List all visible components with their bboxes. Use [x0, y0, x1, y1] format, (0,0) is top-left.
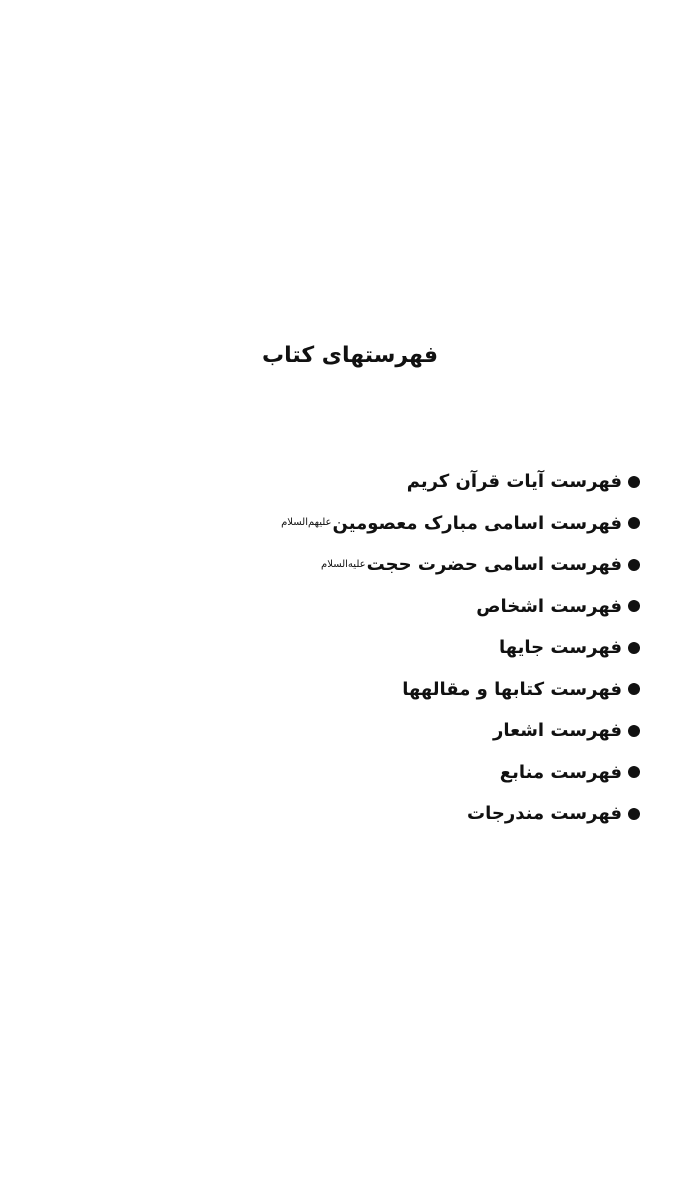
honorific-ligature: علیه‌السلام	[321, 558, 366, 570]
index-item-label: فهرست آیات قرآن کریم	[406, 471, 622, 492]
honorific-ligature: علیهم‌السلام	[281, 517, 332, 529]
bullet-icon	[628, 683, 640, 695]
page-title: فهرستهای کتاب	[262, 343, 438, 368]
bullet-icon	[628, 476, 640, 488]
index-item-label: فهرست جایها	[498, 637, 622, 658]
bullet-icon	[628, 725, 640, 737]
bullet-icon	[628, 600, 640, 612]
bullet-icon	[628, 517, 640, 529]
index-item-sources	[180, 752, 640, 794]
index-item-quran-verses	[180, 461, 640, 503]
index-item-label: فهرست منابع	[499, 761, 622, 783]
index-item-poems	[180, 710, 640, 752]
index-item-books-articles	[180, 669, 640, 711]
index-item-contents	[180, 793, 640, 835]
bullet-icon	[628, 766, 640, 778]
bullet-icon	[628, 559, 640, 571]
index-item-hujjat	[180, 544, 640, 586]
index-item-places	[180, 627, 640, 669]
index-item-label: فهرست اشعار	[492, 720, 622, 741]
index-item-persons	[180, 586, 640, 628]
index-item-label: فهرست کتابها و مقالهها	[402, 678, 622, 700]
index-item-label: فهرست اشخاص	[476, 595, 622, 617]
index-item-label: فهرست مندرجات	[467, 803, 622, 824]
index-item-label: فهرست اسامی مبارک معصومین	[332, 512, 622, 534]
index-list	[180, 461, 640, 835]
bullet-icon	[628, 808, 640, 820]
index-item-label: فهرست اسامی حضرت حجت	[366, 554, 622, 575]
bullet-icon	[628, 642, 640, 654]
index-item-infallibles	[180, 503, 640, 545]
